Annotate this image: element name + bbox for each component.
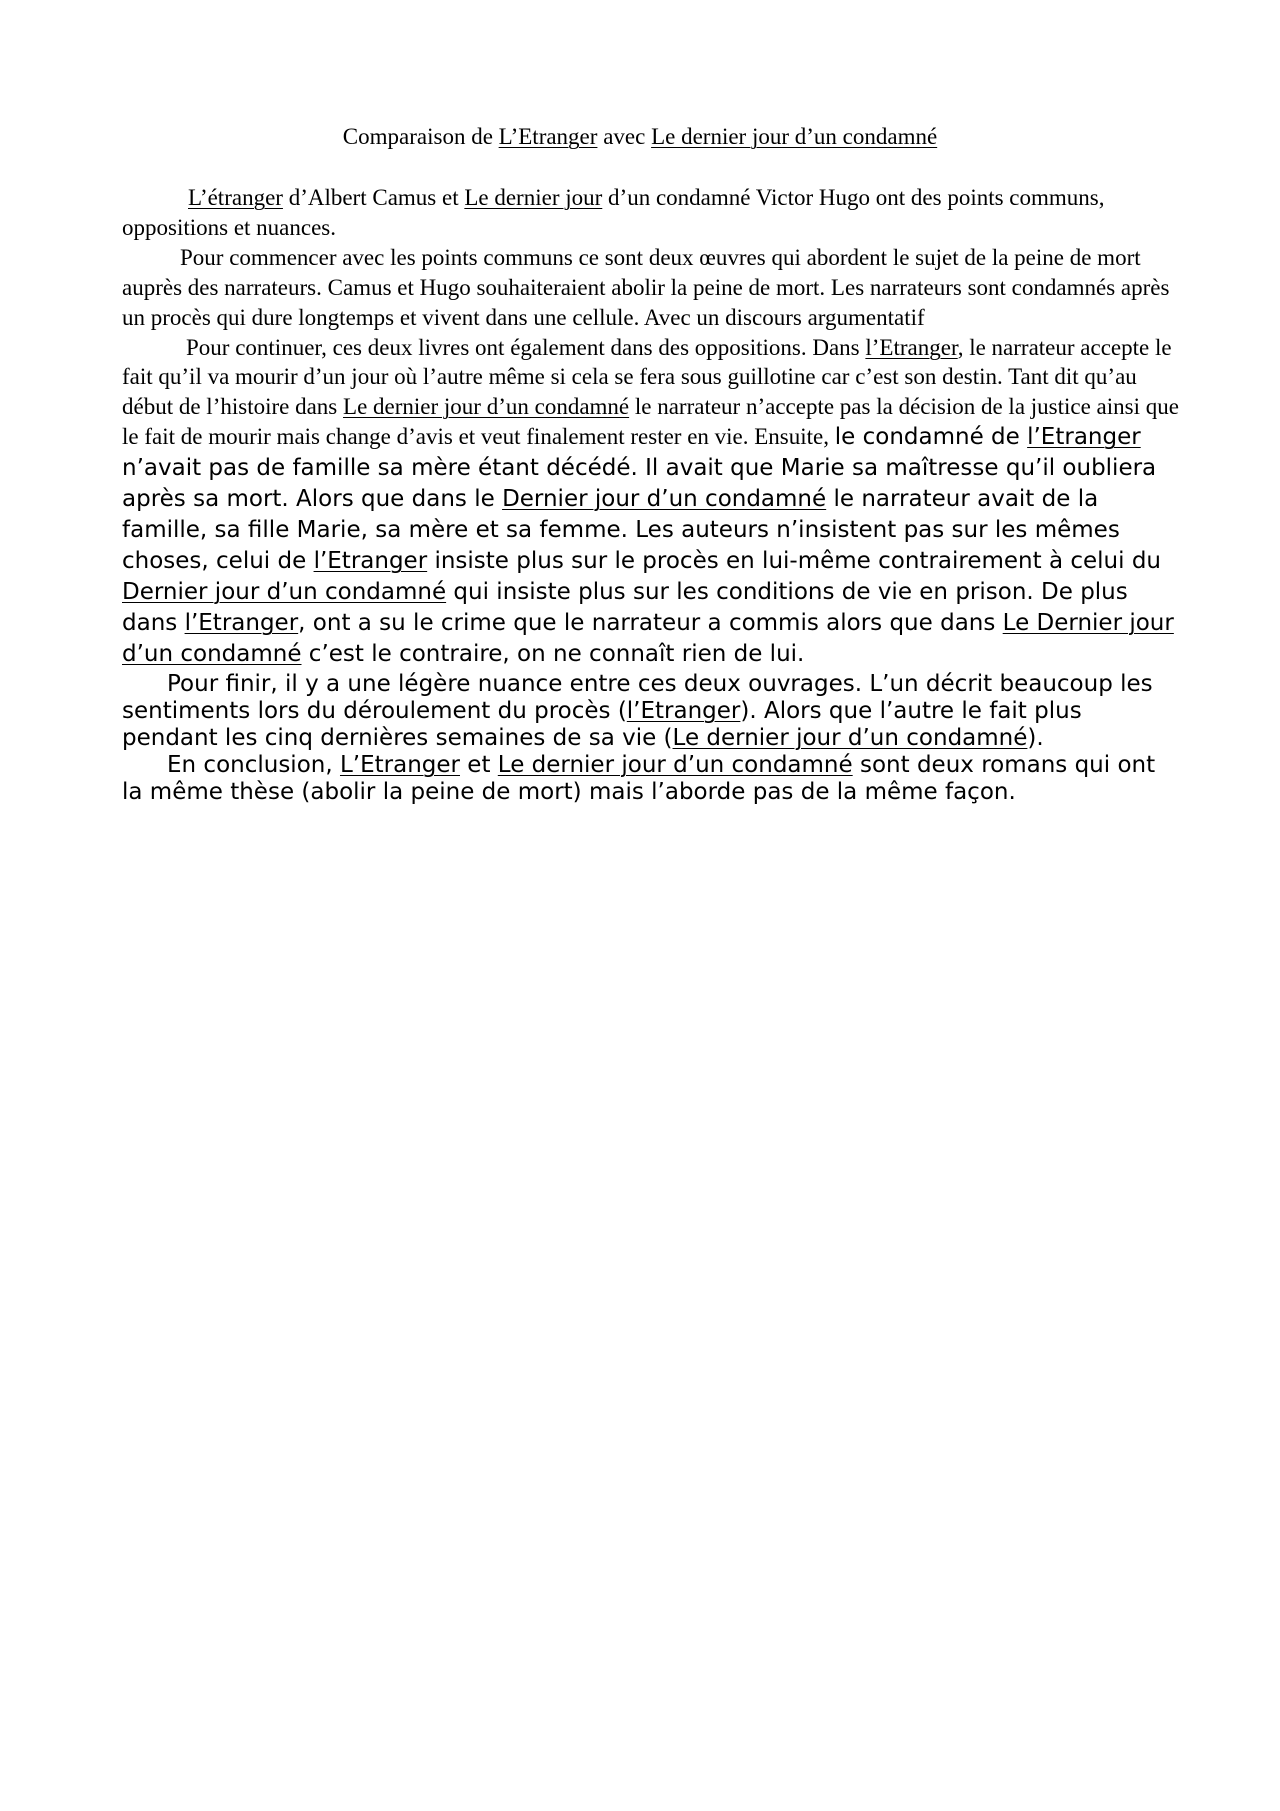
title-work-etranger: L’Etranger (498, 124, 598, 149)
paragraph-points-communs (122, 243, 1182, 333)
text-run: le narrateur n’accepte pas la décision de la justice ainsi que le fait de mourir mais change d’avis et veut finalement rester en vie. Ensuite, (122, 394, 1179, 450)
work-title: L’Etranger (339, 751, 460, 778)
work-title: l’Etranger (313, 547, 428, 574)
text-run-sans (122, 424, 1174, 666)
text-run: Pour continuer, ces deux livres ont également dans des oppositions. Dans (186, 334, 866, 360)
work-title: Le dernier jour d’un condamné (343, 394, 630, 420)
document-body (122, 183, 1182, 806)
text-run: Pour commencer avec les points communs ce sont deux œuvres qui abordent le sujet de la peine de mort auprès des narrateurs. Camus et Hugo souhaiteraient abolir la peine de mort. Les narrateurs sont condamnés après un procès qui dure longtemps et vivent dans une cellule. Avec un discours argumentatif (122, 244, 1170, 330)
text-run: le condamné de (834, 424, 1028, 451)
paragraph-conclusion (122, 752, 1182, 806)
work-title: l’Etranger (865, 334, 958, 360)
work-title: Le dernier jour (464, 185, 603, 210)
text-run: le narrateur avait de la famille, sa fille Marie, sa mère et sa femme. Les auteurs n’insistent pas sur les mêmes choses, celui de (122, 486, 1120, 574)
text-run: insiste plus sur le procès en lui-même contrairement à celui du (427, 547, 1161, 574)
text-run: et (460, 751, 498, 778)
text-run: d’Albert Camus et (282, 185, 465, 210)
work-title: l’Etranger (1027, 424, 1141, 451)
text-run: , ont a su le crime que le narrateur a commis alors que dans (298, 609, 1003, 636)
text-run: ). Alors que l’autre le fait plus pendant les cinq dernières semaines de sa vie ( (122, 697, 1082, 751)
text-run: Pour finir, il y a une légère nuance entre ces deux ouvrages. L’un décrit beaucoup les sentiments lors du déroulement du procès ( (122, 670, 1153, 724)
paragraph-introduction (122, 183, 1182, 243)
text-run: qui insiste plus sur les conditions de vie en prison. De plus dans (122, 578, 1128, 636)
text-run: sont deux romans qui ont la même thèse (abolir la peine de mort) mais l’aborde pas de la même façon. (122, 751, 1156, 805)
paragraph-oppositions (122, 333, 1182, 670)
text-run: c’est le contraire, on ne connaît rien de lui. (301, 640, 805, 667)
document-title (0, 122, 1280, 152)
work-title: L’étranger (188, 185, 283, 210)
title-text-1: Comparaison de (342, 124, 499, 149)
work-title: Dernier jour d’un condamné (502, 486, 827, 513)
text-run: d’un condamné Victor Hugo ont des points communs, oppositions et nuances. (122, 185, 1105, 240)
work-title: l’Etranger (626, 697, 741, 724)
work-title: Le dernier jour d’un condamné (497, 751, 853, 778)
work-title: Dernier jour d’un condamné (122, 578, 447, 605)
text-run: n’avait pas de famille sa mère étant décédé. Il avait que Marie sa maîtresse qu’il oubliera après sa mort. Alors que dans le (122, 455, 1157, 513)
text-run: En conclusion, (167, 751, 340, 778)
paragraph-nuance (122, 671, 1182, 752)
work-title: l’Etranger (184, 609, 299, 636)
title-text-2: avec (597, 124, 652, 149)
work-title: Le dernier jour d’un condamné (672, 724, 1028, 751)
text-run: ). (1027, 724, 1044, 751)
text-run: , le narrateur accepte le fait qu’il va mourir d’un jour où l’autre même si cela se fera sous guillotine car c’est son destin. Tant dit qu’au début de l’histoire dans (122, 334, 1172, 420)
work-title: Le Dernier jour d’un condamné (122, 609, 1174, 667)
title-work-dernier-jour: Le dernier jour d’un condamné (651, 124, 938, 149)
